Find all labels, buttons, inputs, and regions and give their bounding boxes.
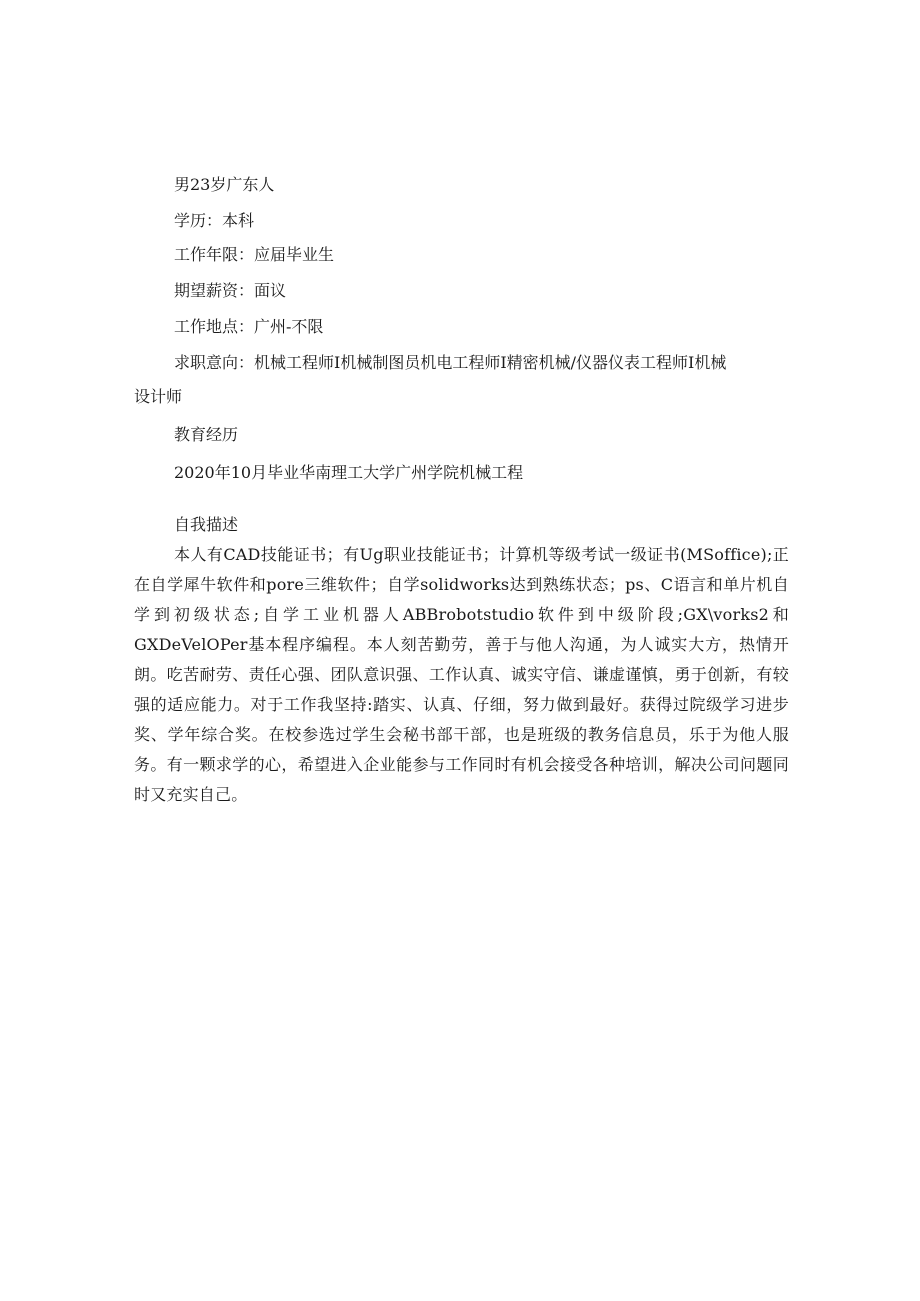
expected-salary: 期望薪资：面议 — [174, 281, 287, 300]
education-level: 学历：本科 — [174, 211, 255, 230]
basic-info: 男23岁广东人 — [174, 175, 275, 194]
job-intention-line2: 设计师 — [134, 387, 183, 406]
work-location: 工作地点：广州-不限 — [174, 317, 324, 336]
education-heading: 教育经历 — [174, 425, 239, 444]
self-description-text: 本人有CAD技能证书；有Ug职业技能证书；计算机等级考试一级证书(MSoffice);正在自学犀牛软件和pore三维软件；自学solidworks达到熟练状态；ps、C语言和单片机自学到初级状态;自学工业机器人ABBrobotstudio软件到中级阶段;GX\vorks2和GXDeVelOPer基本程序编程。本人刻苦勤劳，善于与他人沟通，为人诚实大方，热情开朗。吃苦耐劳、责任心强、团队意识强、工作认真、诚实守信、谦虚谨慎，勇于创新，有较强的适应能力。对于工作我坚持:踏实、认真、仔细，努力做到最好。获得过院级学习进步奖、学年综合奖。在校参选过学生会秘书部干部，也是班级的教务信息员，乐于为他人服务。有一颗求学的心，希望进入企业能参与工作同时有机会接受各种培训，解决公司问题同时又充实自己。 — [134, 545, 789, 804]
education-entry: 2020年10月毕业华南理工大学广州学院机械工程 — [174, 463, 524, 482]
self-description-heading: 自我描述 — [174, 515, 239, 534]
job-intention-line1: 求职意向：机械工程师I机械制图员机电工程师I精密机械/仪器仪表工程师I机械 — [174, 353, 727, 372]
work-years: 工作年限：应届毕业生 — [174, 245, 335, 264]
